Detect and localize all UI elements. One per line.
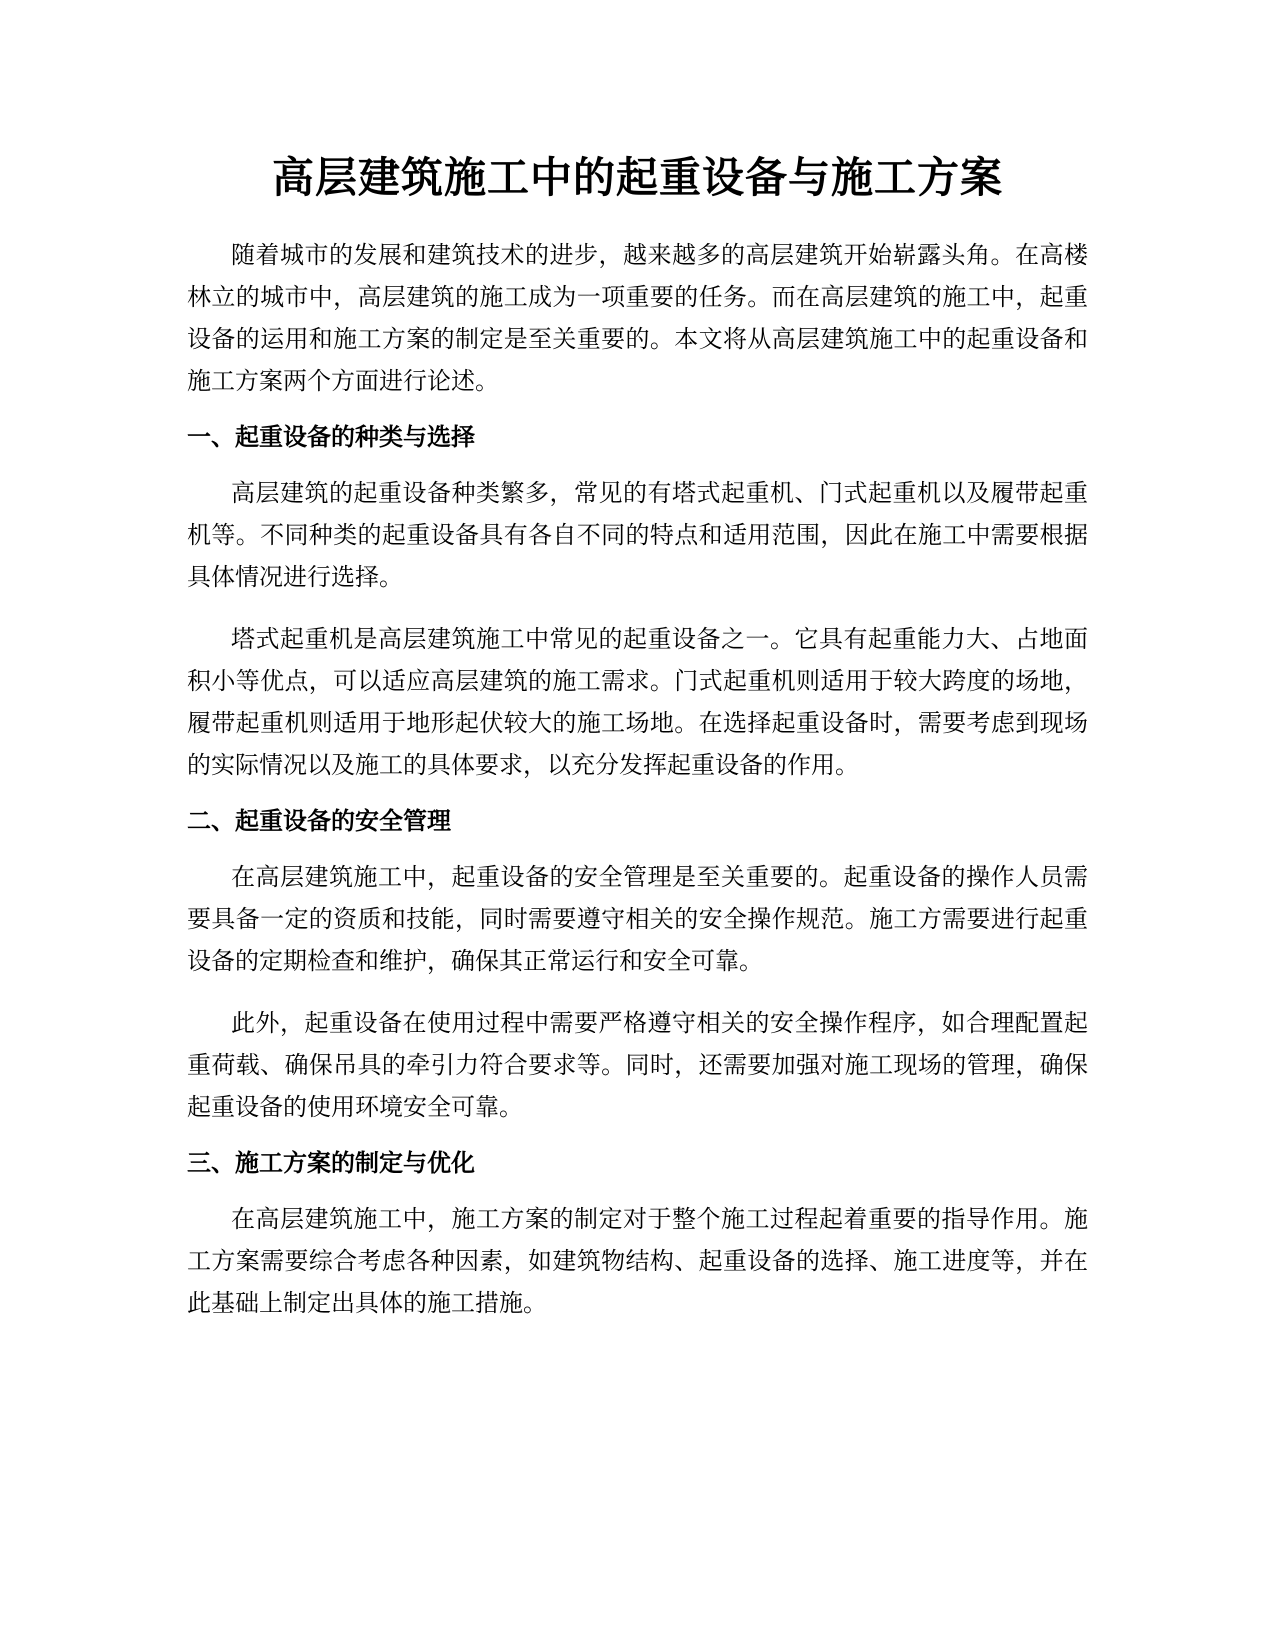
section-2-paragraph-2: 此外，起重设备在使用过程中需要严格遵守相关的安全操作程序，如合理配置起重荷载、确保吊具的牵引力符合要求等。同时，还需要加强对施工现场的管理，确保起重设备的使用环境安全可靠。 bbox=[187, 1009, 1088, 1121]
section-heading-safety-management: 二、起重设备的安全管理 bbox=[187, 807, 451, 835]
document-title: 高层建筑施工中的起重设备与施工方案 bbox=[271, 153, 1003, 202]
section-3-paragraph-1: 在高层建筑施工中，施工方案的制定对于整个施工过程起着重要的指导作用。施工方案需要综合考虑各种因素，如建筑物结构、起重设备的选择、施工进度等，并在此基础上制定出具体的施工措施。 bbox=[187, 1205, 1088, 1317]
section-heading-equipment-types: 一、起重设备的种类与选择 bbox=[187, 423, 475, 451]
section-2-paragraph-1: 在高层建筑施工中，起重设备的安全管理是至关重要的。起重设备的操作人员需要具备一定的资质和技能，同时需要遵守相关的安全操作规范。施工方需要进行起重设备的定期检查和维护，确保其正常运行和安全可靠。 bbox=[187, 863, 1088, 975]
section-1-paragraph-1: 高层建筑的起重设备种类繁多，常见的有塔式起重机、门式起重机以及履带起重机等。不同种类的起重设备具有各自不同的特点和适用范围，因此在施工中需要根据具体情况进行选择。 bbox=[187, 479, 1088, 591]
section-1-paragraph-2: 塔式起重机是高层建筑施工中常见的起重设备之一。它具有起重能力大、占地面积小等优点，可以适应高层建筑的施工需求。门式起重机则适用于较大跨度的场地，履带起重机则适用于地形起伏较大的施工场地。在选择起重设备时，需要考虑到现场的实际情况以及施工的具体要求，以充分发挥起重设备的作用。 bbox=[187, 625, 1088, 779]
section-heading-construction-plan: 三、施工方案的制定与优化 bbox=[187, 1149, 475, 1177]
intro-paragraph: 随着城市的发展和建筑技术的进步，越来越多的高层建筑开始崭露头角。在高楼林立的城市中，高层建筑的施工成为一项重要的任务。而在高层建筑的施工中，起重设备的运用和施工方案的制定是至关重要的。本文将从高层建筑施工中的起重设备和施工方案两个方面进行论述。 bbox=[187, 241, 1088, 395]
document-body bbox=[187, 150, 1088, 1324]
